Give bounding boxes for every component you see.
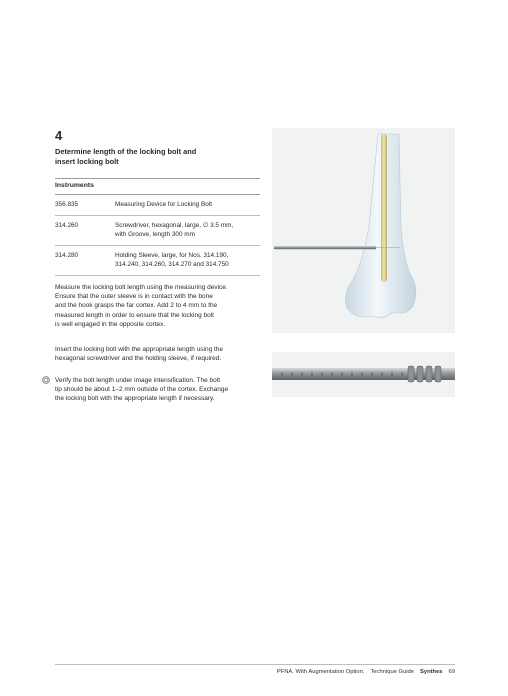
text-line: tip should be about 1–2 mm outside of the cortex. Exchange [55,386,229,394]
footer-doc-title: PFNA. With Augmentation Option. [276,669,365,675]
text-line: the locking bolt with the appropriate length if necessary. [55,395,215,403]
page-number: 69 [448,669,455,675]
instrument-number: 314.260 [55,216,115,246]
image-intensifier-icon [42,376,50,384]
instruments-header: Instruments [55,179,260,195]
instrument-description [115,195,260,216]
step-title-line: Determine length of the locking bolt and [55,147,197,156]
instrument-desc-line: 314.240, 314.260, 314.270 and 314.750 [115,261,229,268]
instrument-description [115,216,260,246]
step-header [55,128,260,167]
table-row [55,216,260,246]
text-line: hexagonal screwdriver and the holding sleeve, if required. [55,355,222,363]
insert-paragraph [55,345,265,363]
instrument-number: 356.835 [55,195,115,216]
instrument-desc-line: Measuring Device for Locking Bolt [115,201,212,208]
instrument-desc-line: Holding Sleeve, large, for Nos. 314.190, [115,252,229,259]
footer-divider [55,664,455,665]
verify-paragraph [55,376,265,404]
table-header-row [55,179,260,195]
bone-illustration [272,128,455,333]
measure-paragraph [55,283,265,329]
footer-guide: Technique Guide [370,669,414,675]
screwdriver-illustration [272,352,455,397]
step-title [55,147,260,167]
measuring-device-sleeve [274,246,376,249]
table-row [55,195,260,216]
intramedullary-nail [381,134,387,282]
step-number: 4 [55,128,63,143]
footer-brand: Synthes [419,669,443,675]
text-line: measured length in order to ensure that the locking bolt [55,311,214,319]
footer [55,669,455,675]
instrument-desc-line: Screwdriver, hexagonal, large, ∅ 3.5 mm, [115,222,234,229]
instrument-description [115,246,260,276]
step-title-line: insert locking bolt [55,157,119,166]
text-line: is well engaged in the opposite cortex. [55,320,166,328]
text-line: and the hook grasps the far cortex. Add 2 to 4 mm to the [55,302,218,310]
text-line: Ensure that the outer sleeve is in contact with the bone [55,293,213,301]
instruments-table [55,178,260,276]
text-line: Insert the locking bolt with the appropriate length using the [55,346,224,353]
text-line: Verify the bolt length under image intensification. The bolt [55,377,221,384]
instrument-number: 314.280 [55,246,115,276]
instrument-desc-line: with Groove, length 300 mm [115,231,195,238]
text-line: Measure the locking bolt length using the measuring device. [55,284,228,291]
table-row [55,246,260,276]
